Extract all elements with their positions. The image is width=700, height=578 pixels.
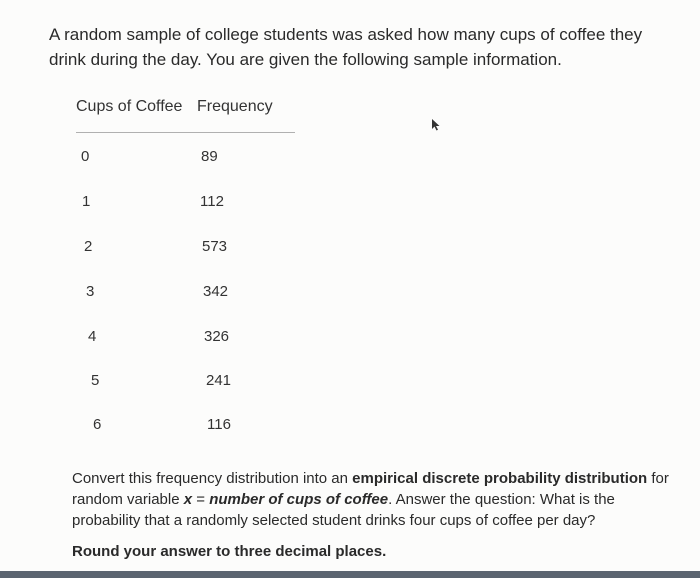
- cups-value: 1: [82, 193, 91, 210]
- table-row: [76, 416, 296, 436]
- cups-value: 3: [86, 283, 95, 300]
- question-emphasis: empirical discrete probability distribution: [352, 470, 648, 487]
- question-part-1: Convert this frequency distribution into an: [72, 470, 353, 487]
- table-row: [76, 193, 296, 213]
- table-row: [76, 328, 296, 348]
- table-row: [76, 148, 296, 168]
- frequency-value: 326: [204, 328, 230, 345]
- bottom-edge-bar: [0, 571, 700, 578]
- rounding-instruction: Round your answer to three decimal places.: [72, 543, 387, 560]
- frequency-value: 112: [200, 193, 224, 210]
- equals-sign: =: [192, 491, 210, 508]
- question-part-3: . Answer the question: What is the probability that a randomly selected student drinks four cups of coffee per day?: [72, 491, 615, 529]
- header-cups-of-coffee: Cups of Coffee: [76, 98, 183, 115]
- cups-value: 5: [91, 372, 100, 389]
- cups-value: 6: [93, 416, 102, 433]
- frequency-table: [76, 96, 296, 433]
- frequency-value: 342: [203, 283, 229, 300]
- variable-x: x: [183, 491, 193, 508]
- table-header: [76, 96, 296, 124]
- frequency-value: 241: [206, 372, 232, 389]
- cups-value: 0: [81, 148, 90, 165]
- header-divider: [76, 132, 295, 133]
- frequency-value: 116: [207, 416, 231, 433]
- question-text: [72, 468, 672, 531]
- question-part-2: for random variable: [72, 470, 669, 508]
- table-row: [76, 238, 296, 258]
- variable-definition: number of cups of coffee: [209, 491, 389, 508]
- table-row: [76, 283, 296, 303]
- problem-intro: A random sample of college students was asked how many cups of coffee they drink during the day. You are given the following sample information.: [49, 25, 643, 69]
- table-row: [76, 372, 296, 392]
- header-frequency: Frequency: [197, 98, 273, 115]
- frequency-value: 573: [202, 238, 228, 255]
- frequency-value: 89: [201, 148, 218, 165]
- cups-value: 2: [84, 238, 93, 255]
- mouse-pointer-icon: [430, 118, 444, 132]
- cups-value: 4: [88, 328, 97, 345]
